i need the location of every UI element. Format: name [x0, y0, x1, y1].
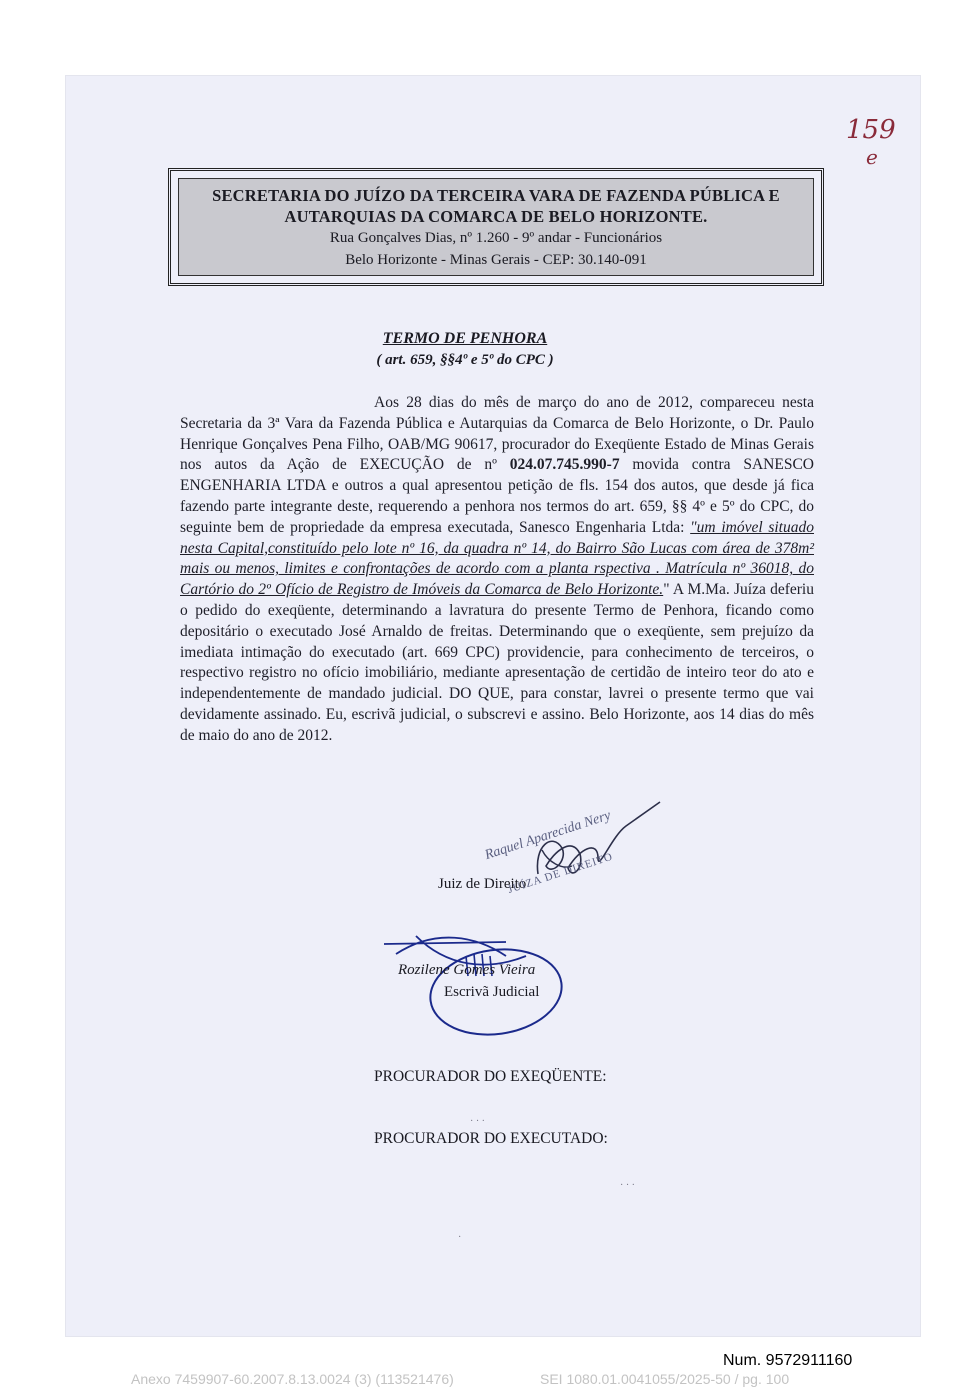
scan-speck: · · ·	[470, 1116, 485, 1127]
court-address-line1: Rua Gonçalves Dias, nº 1.260 - 9º andar - Funcionários	[329, 230, 663, 246]
court-header-box	[168, 168, 824, 286]
judge-stamp-name: Raquel Aparecida Nery	[483, 808, 613, 864]
document-number-stamp: Num. 9572911160	[723, 1352, 853, 1369]
scan-speck: ·	[458, 1232, 462, 1243]
court-address-line2: Belo Horizonte - Minas Gerais - CEP: 30.140-091	[345, 252, 647, 268]
judge-stamp-role: JUÍZA DE DIREITO	[506, 850, 615, 896]
document-title: TERMO DE PENHORA	[382, 330, 548, 347]
handwritten-page-number	[838, 112, 908, 172]
document-subtitle: ( art. 659, §§4º e 5º do CPC )	[376, 352, 554, 368]
svg-text:e: e	[866, 145, 878, 169]
body-part-b: movida contra SANESCO ENGENHARIA LTDA e outros a qual apresentou petição de fls. 154 dos autos, que desde já fica fazendo parte integrante deste, requerendo a penhora nos termos do art. 659, §§ 4º e 5º do CPC, do seguinte bem de propriedade da empresa executada, Sanesco Engenharia Ltda:	[180, 456, 814, 536]
body-part-c: " A M.Ma. Juíza deferiu o pedido do exeqüente, determinando a lavratura do presente Termo de Penhora, ficando como depositário o executado José Arnaldo de freitas. Determinando que o exeqüente, sem prejuízo da imediata intimação do executado (art. 669 CPC) providencie, para conhecimento de terceiros, o respectivo registro no ofício imobiliário, mediante apresentação de certidão de inteiro teor do ato e independentemente de mandado judicial. DO QUE, para constar, lavrei o presente termo que vai devidamente assinado. Eu, escrivã judicial, o subscrevi e assino. Belo Horizonte, aos 14 dias do mês de maio do ano de 2012.	[180, 581, 814, 744]
footer-annex: Anexo 7459907-60.2007.8.13.0024 (3) (113521476)	[131, 1371, 454, 1387]
juiz-label: Juiz de Direito	[438, 876, 527, 892]
escriva-role: Escrivã Judicial	[444, 984, 540, 1000]
svg-text:159: 159	[846, 115, 896, 145]
procurador-exequente-label: PROCURADOR DO EXEQÜENTE:	[374, 1068, 607, 1085]
body-part-a: Aos 28 dias do mês de março do ano de 2012, compareceu nesta Secretaria da 3ª Vara da Fazenda Pública e Autarquias da Comarca de Belo Horizonte, o Dr. Paulo Henrique Gonçalves Pena Filho, OAB/MG 90617, procurador do Exeqüente Estado de Minas Gerais nos autos da Ação de EXECUÇÃO de nº	[180, 394, 814, 474]
escriva-name: Rozilene Gomes Vieira	[398, 962, 536, 978]
footer-sei: SEI 1080.01.0041055/2025-50 / pg. 100	[540, 1371, 790, 1387]
court-name-line1: SECRETARIA DO JUÍZO DA TERCEIRA VARA DE FAZENDA PÚBLICA E	[212, 186, 780, 205]
scan-speck: · · ·	[620, 1180, 635, 1191]
document-body	[180, 393, 814, 747]
process-number: 024.07.745.990-7	[509, 456, 620, 474]
court-name-line2: AUTARQUIAS DA COMARCA DE BELO HORIZONTE.	[284, 207, 708, 226]
procurador-executado-label: PROCURADOR DO EXECUTADO:	[374, 1130, 608, 1147]
property-description: "um imóvel situado nesta Capital,constituído pelo lote nº 16, da quadra nº 14, do Bairro São Lucas com área de 378m² mais ou menos, limites e confrontações de acordo com a planta rspectiva . Matrícula nº 36018, do Cartório do 2º Ofício de Registro de Imóveis da Comarca de Belo Horizonte.	[180, 518, 814, 599]
